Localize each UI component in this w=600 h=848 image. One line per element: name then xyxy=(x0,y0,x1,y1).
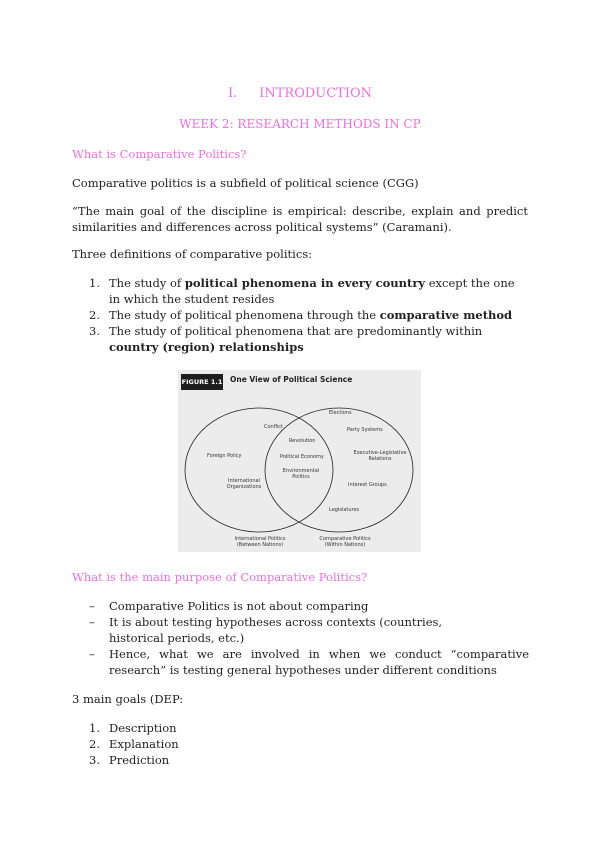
label-executive-legislative: Executive-Legislative Relations xyxy=(353,450,407,462)
section-title: INTRODUCTION xyxy=(259,86,373,101)
question-heading-1: What is Comparative Politics? xyxy=(72,147,247,161)
label-political-economy: Political Economy xyxy=(280,454,324,460)
figure-title: One View of Political Science xyxy=(230,375,353,384)
caption-comparative: Comparative Politics (Within Nations) xyxy=(319,536,371,548)
figure-tag: FIGURE 1.1 xyxy=(181,374,223,390)
list-item: – It is about testing hypotheses across contexts (countries, historical periods, etc.) xyxy=(89,615,443,645)
list-item: 3. The study of political phenomena that are predominantly within country (region) relationships xyxy=(89,324,483,354)
label-environmental-politics: Environmental Politics xyxy=(282,468,320,480)
question-heading-2: What is the main purpose of Comparative Politics? xyxy=(72,570,368,584)
list-item: – Hence, what we are involved in when we conduct “comparative research” is testing general hypotheses under different conditions xyxy=(89,647,529,677)
list-item: 2. The study of political phenomena through the comparative method xyxy=(89,308,513,322)
label-foreign-policy: Foreign Policy xyxy=(207,453,242,459)
section-number: I. xyxy=(227,86,238,101)
caption-international: International Politics (Between Nations) xyxy=(234,536,286,548)
section-heading xyxy=(0,86,600,101)
paragraph-subfield: Comparative politics is a subfield of political science (CGG) xyxy=(72,176,419,190)
label-elections: Elections xyxy=(329,410,352,416)
label-international-organizations: International Organizations xyxy=(226,478,262,490)
definitions-list xyxy=(89,275,529,355)
paragraph-definitions-intro: Three definitions of comparative politics: xyxy=(72,247,313,261)
label-interest-groups: Interest Groups xyxy=(348,482,387,488)
list-item: 3. Prediction xyxy=(89,753,170,767)
purpose-list xyxy=(89,598,529,678)
goals-intro: 3 main goals (DEP: xyxy=(72,692,184,706)
list-item: 1. The study of political phenomena in every country except the one in which the student resides xyxy=(89,276,515,306)
label-conflict: Conflict xyxy=(264,424,283,430)
venn-figure xyxy=(178,370,421,552)
goals-list xyxy=(89,720,529,768)
list-item: 2. Explanation xyxy=(89,737,179,751)
label-party-systems: Party Systems xyxy=(347,427,383,433)
list-item: 1. Description xyxy=(89,721,177,735)
paragraph-quote: “The main goal of the discipline is empirical: describe, explain and predict similarities and differences across political systems” (Caramani). xyxy=(72,204,528,234)
label-legislatures: Legislatures xyxy=(329,507,360,513)
week-title: WEEK 2: RESEARCH METHODS IN CP xyxy=(179,117,421,131)
label-revolution: Revolution xyxy=(289,438,316,444)
list-item: – Comparative Politics is not about comparing xyxy=(89,599,369,613)
